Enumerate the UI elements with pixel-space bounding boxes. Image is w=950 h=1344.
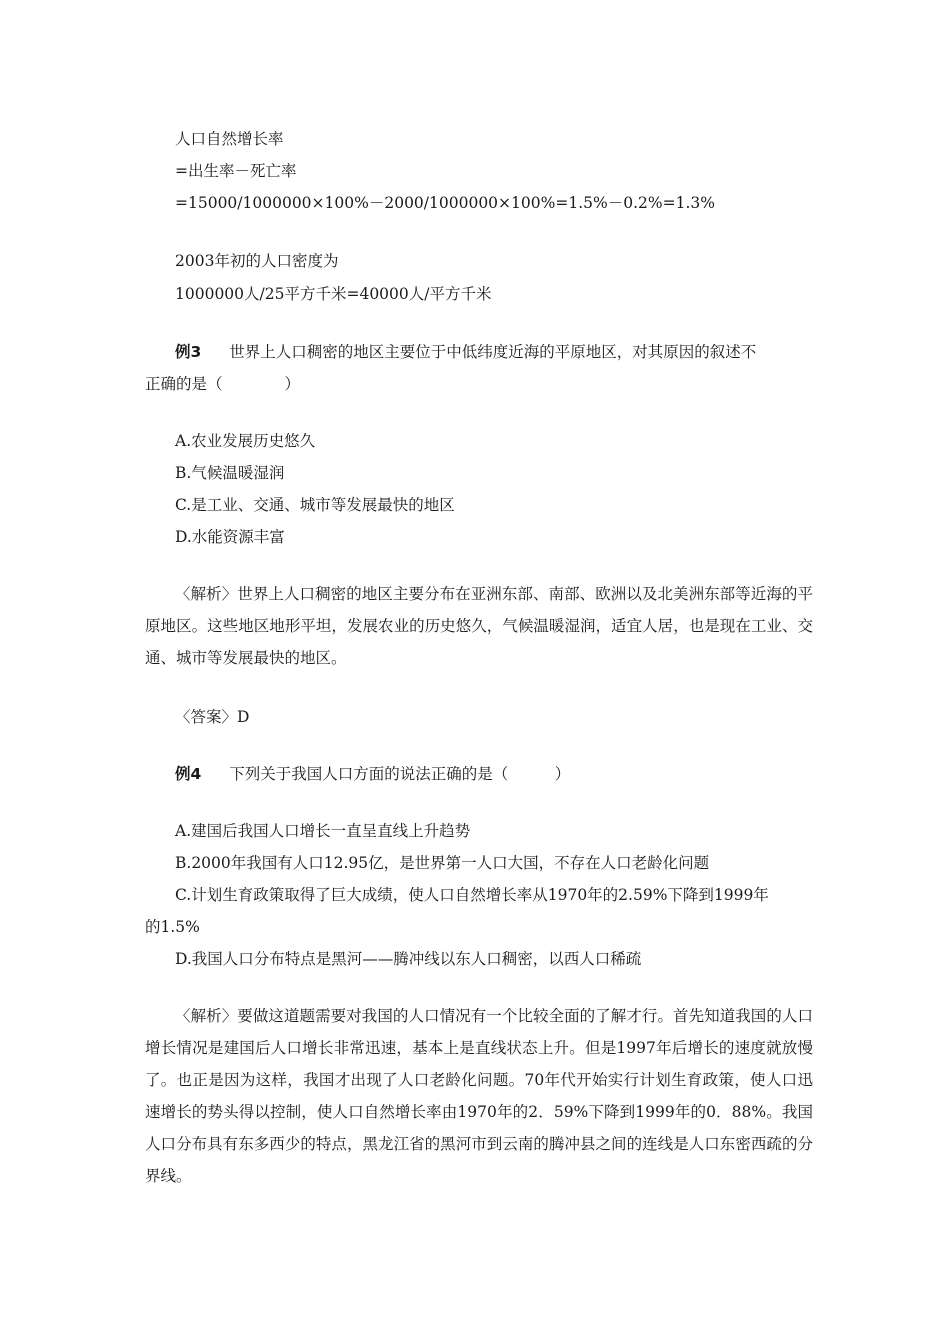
example-3-heading: [175, 341, 756, 363]
example-3-option-c: C.是工业、交通、城市等发展最快的地区: [175, 496, 455, 514]
example-3-option-d: D.水能资源丰富: [175, 528, 285, 546]
example-4-option-d: D.我国人口分布特点是黑河——腾冲线以东人口稠密，以西人口稀疏: [175, 950, 642, 968]
example-4-label: 例4: [175, 765, 202, 783]
example-4-option-a: A.建国后我国人口增长一直呈直线上升趋势: [175, 822, 471, 840]
example-3-option-b: B.气候温暖湿润: [175, 464, 285, 482]
example-3-stem: 世界上人口稠密的地区主要位于中低纬度近海的平原地区，对其原因的叙述不: [229, 343, 757, 361]
example-3-label: 例3: [175, 343, 202, 361]
example-4-option-c: C.计划生育政策取得了巨大成绩，使人口自然增长率从1970年的2.59%下降到1999年: [175, 886, 769, 904]
example-4-analysis: [145, 1000, 813, 1192]
example-4-analysis-text: 〈解析〉要做这道题需要对我国的人口情况有一个比较全面的了解才行。首先知道我国的人口增长情况是建国后人口增长非常迅速，基本上是直线状态上升。但是1997年后增长的速度就放慢了。也正是因为这样，我国才出现了人口老龄化问题。70年代开始实行计划生育政策，使人口迅速增长的势头得以控制，使人口自然增长率由1970年的2．59%下降到1999年的0．88%。我国人口分布具有东多西少的特点，黑龙江省的黑河市到云南的腾冲县之间的连线是人口东密西疏的分界线。: [145, 1007, 813, 1185]
density-line-1: 2003年初的人口密度为: [175, 252, 339, 270]
density-line-2: 1000000人/25平方千米=40000人/平方千米: [175, 285, 492, 303]
example-3-analysis-text: 〈解析〉世界上人口稠密的地区主要分布在亚洲东部、南部、欧洲以及北美洲东部等近海的平原地区。这些地区地形平坦，发展农业的历史悠久，气候温暖湿润，适宜人居，也是现在工业、交通、城市等发展最快的地区。: [145, 585, 813, 667]
example-3-stem-continued: 正确的是（ ）: [145, 375, 301, 393]
calc-line-3: =15000/1000000×100%－2000/1000000×100%=1.5%－0.2%=1.3%: [175, 194, 715, 212]
calc-line-2: =出生率－死亡率: [175, 162, 297, 180]
calc-line-1: 人口自然增长率: [175, 130, 284, 148]
example-4-heading: [175, 763, 570, 785]
example-3-option-a: A.农业发展历史悠久: [175, 432, 316, 450]
example-4-option-c-continued: 的1.5%: [145, 918, 200, 936]
example-3-answer: 〈答案〉D: [175, 708, 250, 726]
example-4-stem: 下列关于我国人口方面的说法正确的是（ ）: [229, 765, 571, 783]
example-3-analysis: [145, 578, 813, 674]
example-4-option-b: B.2000年我国有人口12.95亿，是世界第一人口大国，不存在人口老龄化问题: [175, 854, 710, 872]
